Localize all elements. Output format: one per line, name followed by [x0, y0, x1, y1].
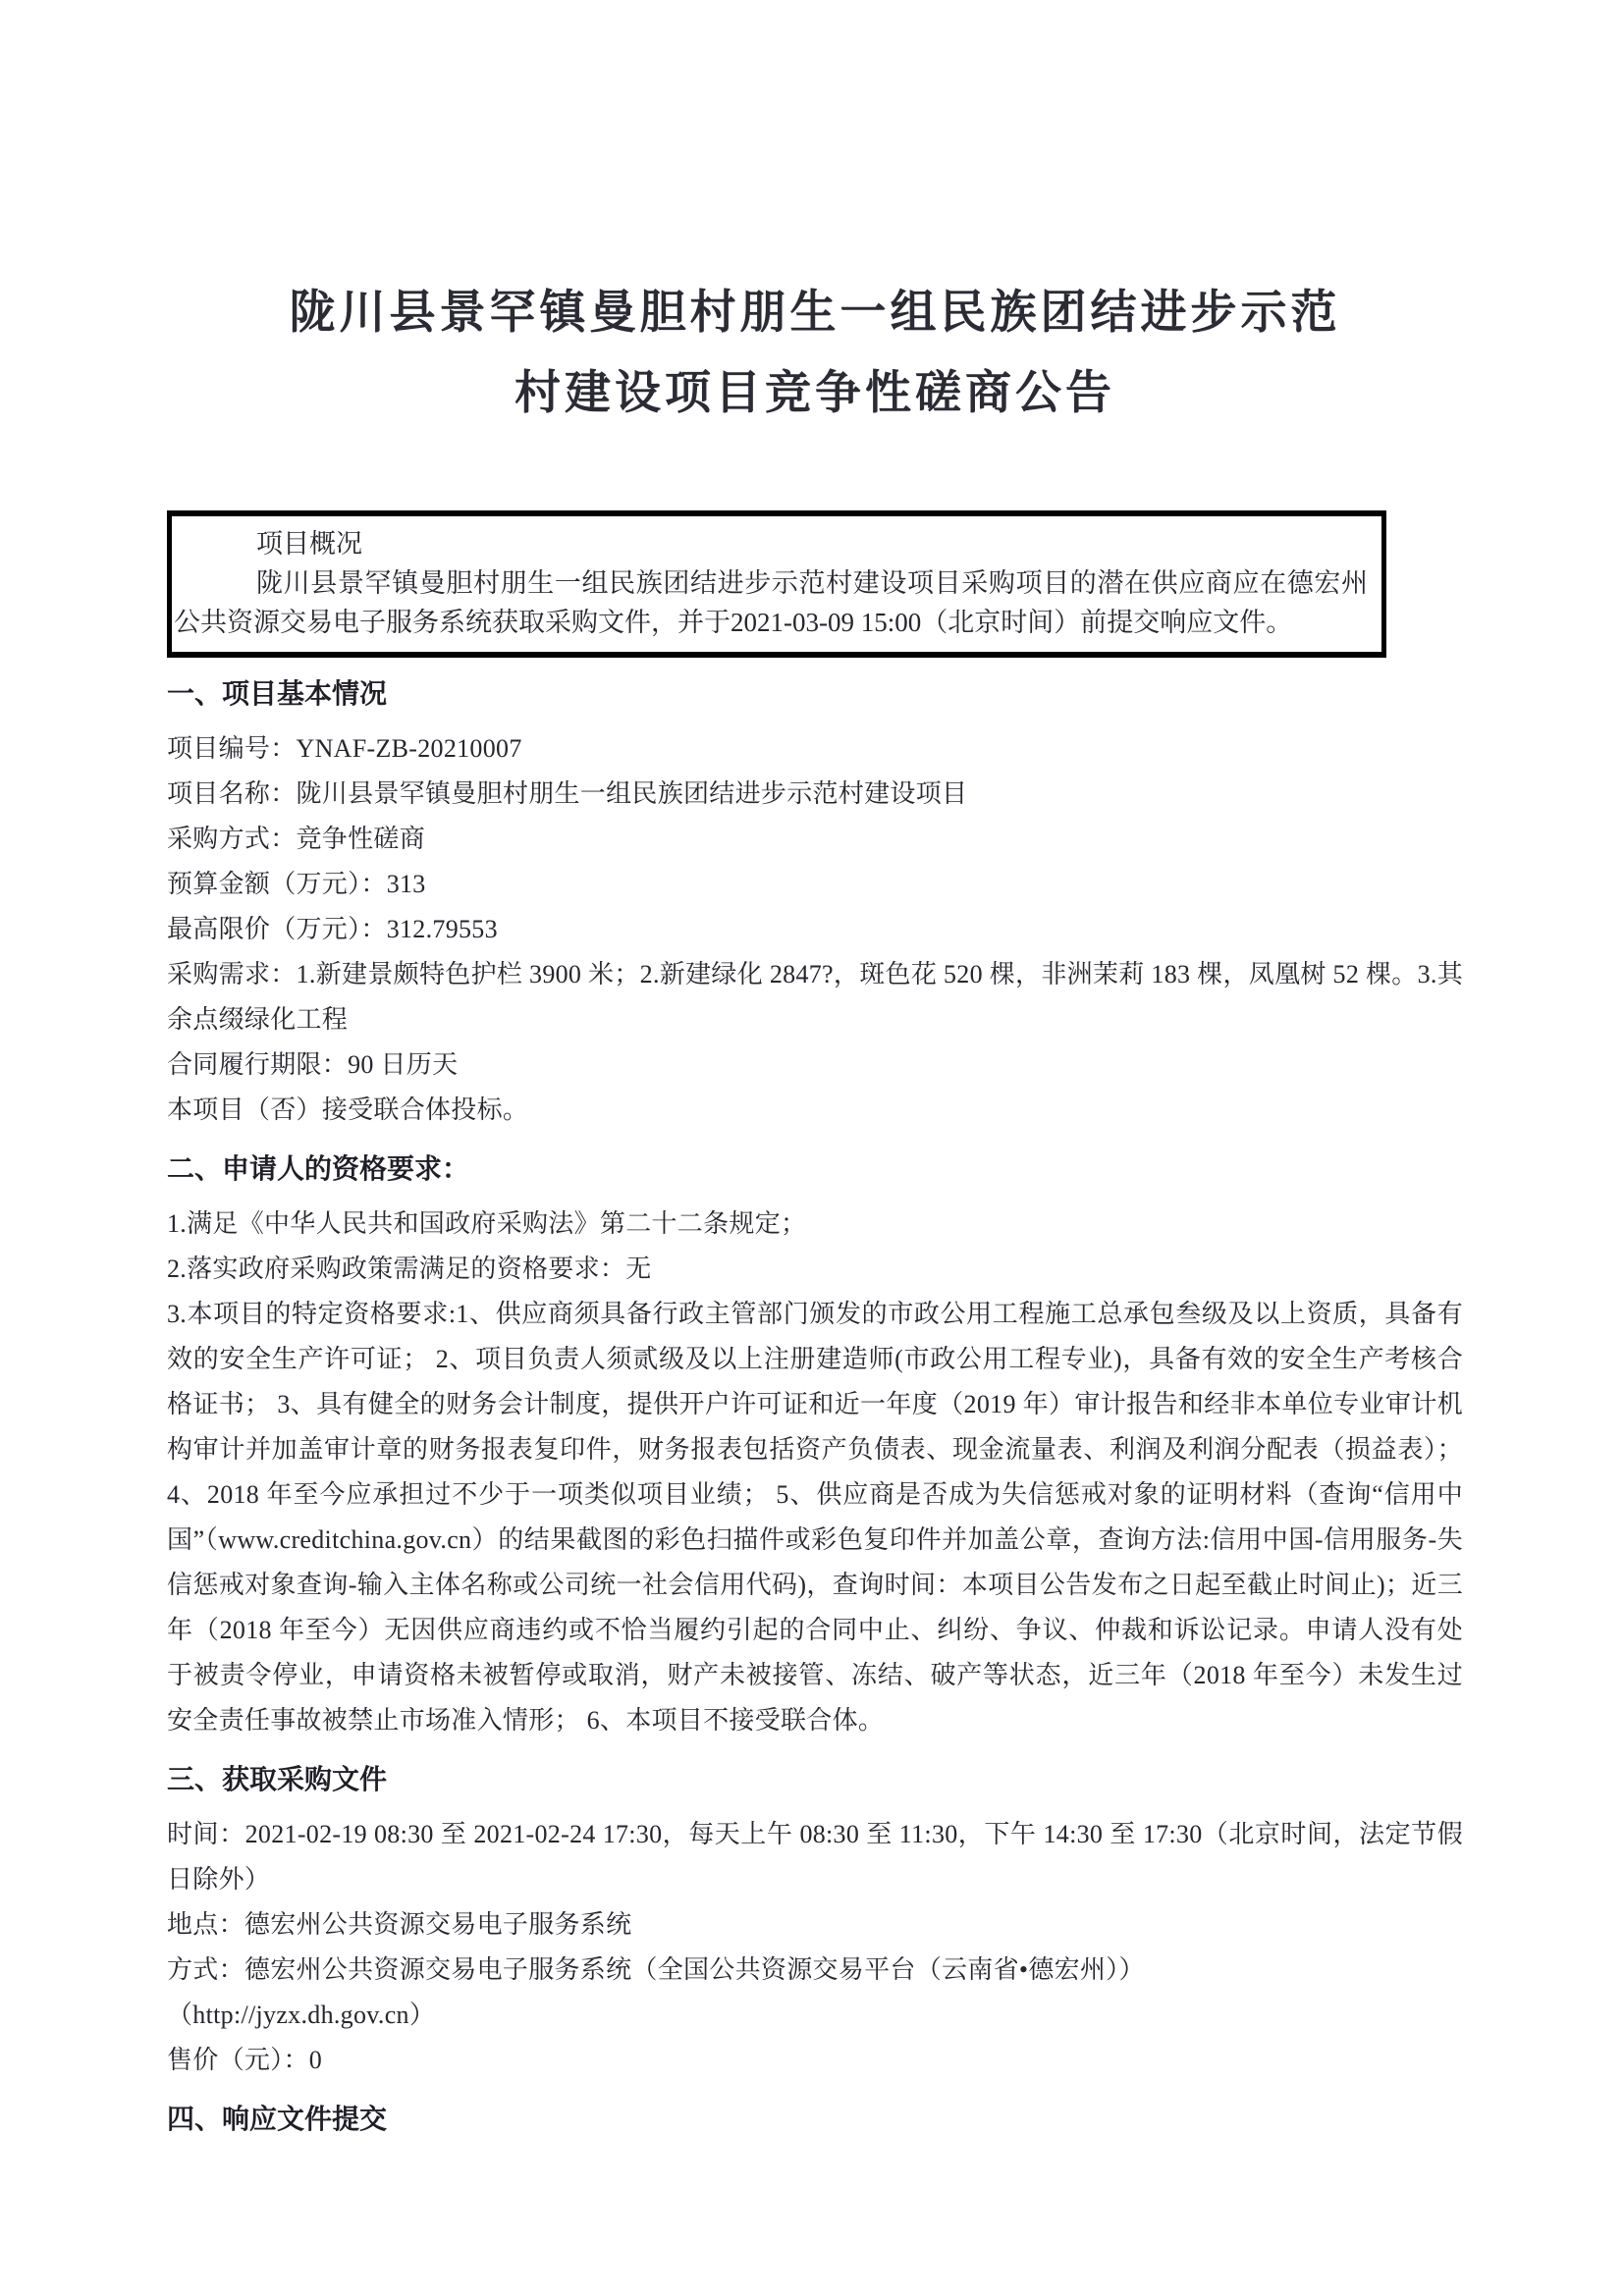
field-project-name: 项目名称：陇川县景罕镇曼胆村朋生一组民族团结进步示范村建设项目	[167, 779, 968, 808]
section-basic-info-heading: 一、项目基本情况	[167, 679, 388, 710]
field-budget-amount: 预算金额（万元）：313	[167, 870, 426, 898]
field-contract-period: 合同履行期限：90 日历天	[167, 1050, 459, 1079]
qualification-requirement-3: 3.本项目的特定资格要求:1、供应商须具备行政主管部门颁发的市政公用工程施工总承包叁级及以上资质，具备有效的安全生产许可证； 2、项目负责人须贰级及以上注册建造师(市政公用工程专业)，具备有效的安全生产考核合格证书； 3、具有健全的财务会计制度，提供开户许可证和近一年度（2019 年）审计报告和经非本单位专业审计机构审计并加盖审计章的财务报表复印件，财务报表包括资产负债表、现金流量表、利润及利润分配表（损益表）； 4、2018 年至今应承担过不少于一项类似项目业绩； 5、供应商是否成为失信惩戒对象的证明材料（查询“信用中国”（www.creditchina.gov.cn）的结果截图的彩色扫描件或彩色复印件并加盖公章，查询方法:信用中国-信用服务-失信惩戒对象查询-输入主体名称或公司统一社会信用代码)，查询时间：本项目公告发布之日起至截止时间止)；近三年（2018 年至今）无因供应商违约或不恰当履约引起的合同中止、纠纷、争议、仲裁和诉讼记录。申请人没有处于被责令停业，申请资格未被暂停或取消，财产未被接管、冻结、破产等状态，近三年（2018 年至今）未发生过安全责任事故被禁止市场准入情形； 6、本项目不接受联合体。	[167, 1300, 1463, 1735]
overview-paragraph: 陇川县景罕镇曼胆村朋生一组民族团结进步示范村建设项目采购项目的潜在供应商应在德宏州公共资源交易电子服务系统获取采购文件，并于2021-03-09 15:00（北京时间）前提交响应文件。	[174, 568, 1368, 637]
field-project-number: 项目编号：YNAF-ZB-20210007	[167, 734, 522, 763]
document-title-line-2: 村建设项目竞争性磋商公告	[514, 368, 1115, 419]
qualification-requirement-1: 1.满足《中华人民共和国政府采购法》第二十二条规定；	[167, 1209, 807, 1238]
field-document-price: 售价（元）：0	[167, 2046, 323, 2074]
section-response-submission-heading: 四、响应文件提交	[167, 2105, 388, 2135]
field-obtain-location: 地点：德宏州公共资源交易电子服务系统	[167, 1910, 632, 1939]
document-title	[167, 273, 1463, 434]
project-overview-box	[167, 510, 1386, 658]
field-obtain-method: 方式：德宏州公共资源交易电子服务系统（全国公共资源交易平台（云南省•德宏州））	[167, 1955, 1145, 1984]
overview-label: 项目概况	[256, 529, 362, 559]
field-obtain-url: （http://jyzx.dh.gov.cn）	[167, 2001, 436, 2029]
field-procurement-requirements: 采购需求：1.新建景颇特色护栏 3900 米；2.新建绿化 2847?，斑色花 520 棵，非洲茉莉 183 棵，凤凰树 52 棵。3.其余点缀绿化工程	[167, 960, 1463, 1034]
qualification-requirement-2: 2.落实政府采购政策需满足的资格要求：无	[167, 1255, 652, 1283]
field-procurement-method: 采购方式：竞争性磋商	[167, 825, 426, 853]
document-title-line-1: 陇川县景罕镇曼胆村朋生一组民族团结进步示范	[289, 288, 1341, 339]
section-applicant-qualifications-heading: 二、申请人的资格要求：	[167, 1154, 470, 1185]
field-max-price: 最高限价（万元）：312.79553	[167, 915, 498, 943]
section-obtain-documents-heading: 三、获取采购文件	[167, 1765, 388, 1795]
field-consortium-bidding: 本项目（否）接受联合体投标。	[167, 1095, 529, 1124]
field-obtain-time: 时间：2021-02-19 08:30 至 2021-02-24 17:30，每天上午 08:30 至 11:30，下午 14:30 至 17:30（北京时间，法定节假日除外）	[167, 1820, 1463, 1894]
